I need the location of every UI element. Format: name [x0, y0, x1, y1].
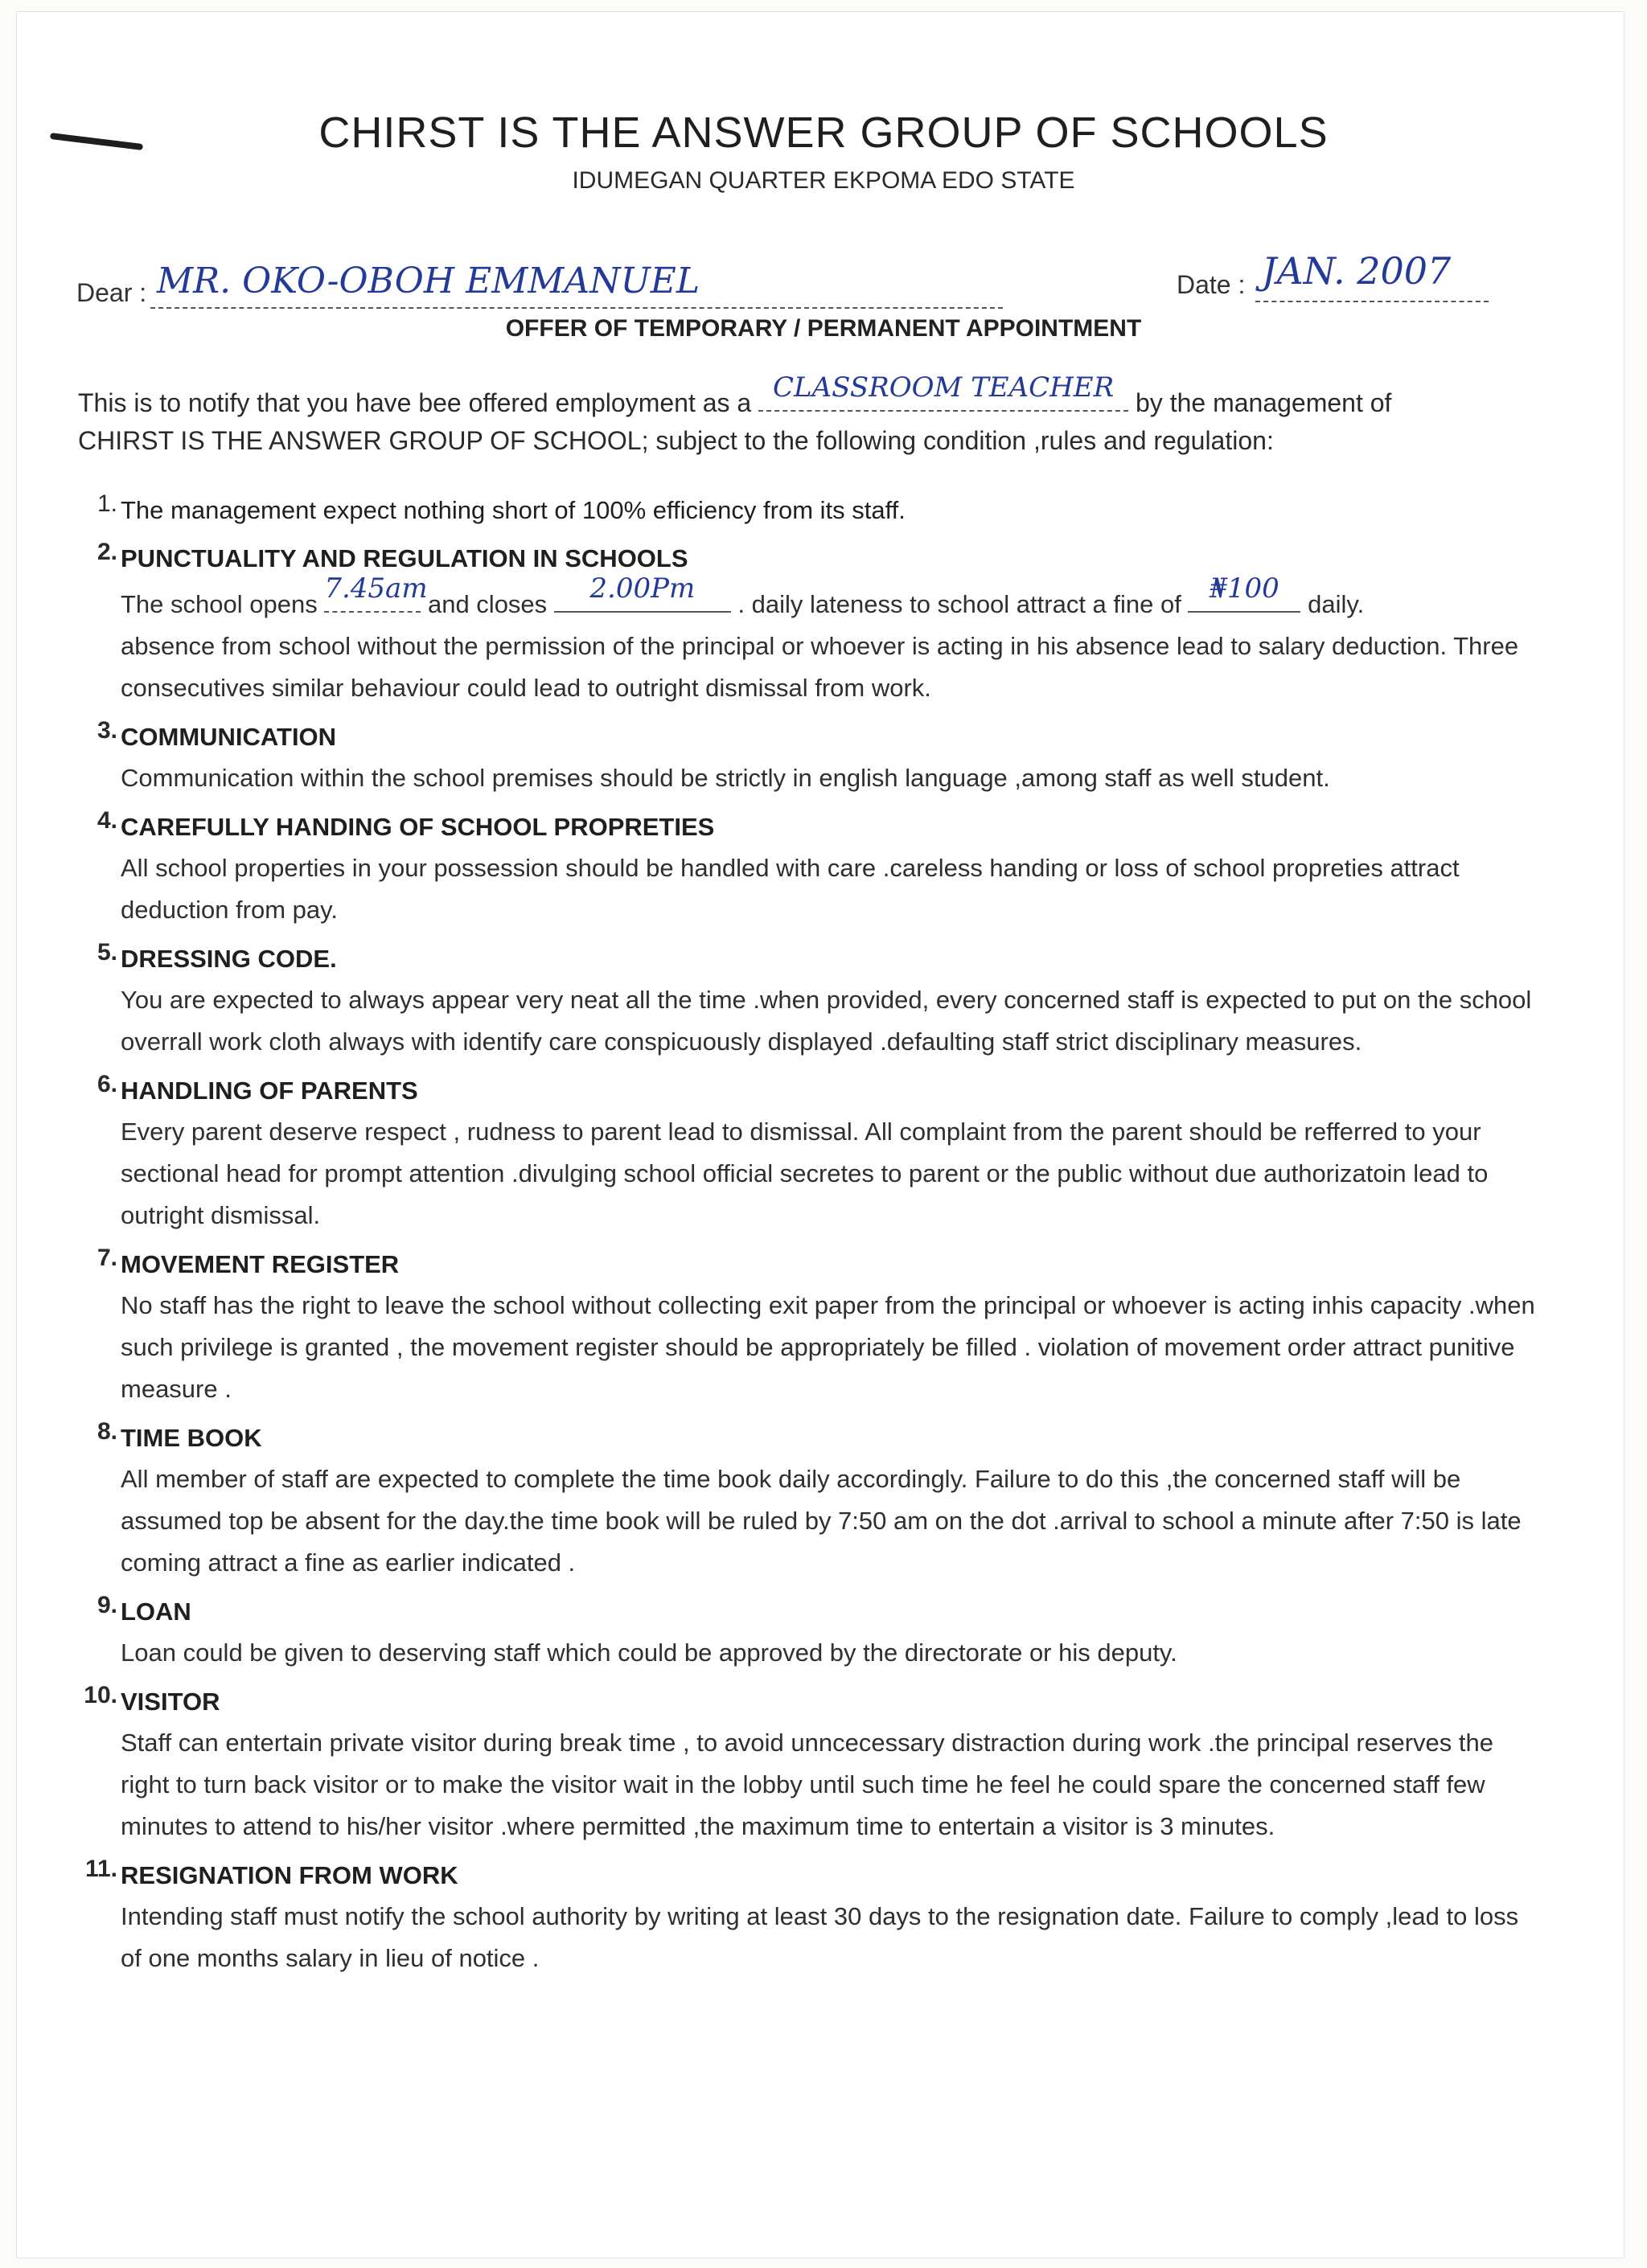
rule-heading: COMMUNICATION — [121, 723, 337, 751]
rule-heading: RESIGNATION FROM WORK — [121, 1861, 458, 1889]
rule-number: 3. — [97, 717, 117, 744]
rule-body: Staff can entertain private visitor during break time , to avoid unncecessary distraction during work .the principal reserves the right to turn back visitor or to make the visitor wait in the lobby until such time he feel he could spare the concerned staff few minutes to attend to his/her visitor .where permitted ,the maximum time to entertain a visitor is 3 minutes. — [121, 1729, 1493, 1840]
rule-heading: DRESSING CODE. — [121, 945, 337, 973]
rule-number: 8. — [97, 1418, 117, 1445]
rule-body: Intending staff must notify the school authority by writing at least 30 days to the resignation date. Failure to comply ,lead to loss of one months salary in lieu of notice . — [121, 1902, 1519, 1972]
closes-time-handwritten: 2.00Pm — [589, 572, 696, 605]
rule-heading: HANDLING OF PARENTS — [121, 1077, 418, 1105]
opens-label: The school opens — [121, 590, 318, 618]
rule-item — [84, 1856, 1536, 1979]
rule-number: 4. — [97, 807, 117, 834]
letter-heading: OFFER OF TEMPORARY / PERMANENT APPOINTMENT — [505, 315, 1142, 342]
rules-list — [84, 490, 1536, 1987]
rule-heading: TIME BOOK — [121, 1424, 262, 1452]
intro-line-2: CHIRST IS THE ANSWER GROUP OF SCHOOL; subject to the following condition ,rules and regulation: — [78, 426, 1274, 455]
rule-item — [97, 1071, 1536, 1237]
rule-body: absence from school without the permission of the principal or whoever is acting in his absence lead to salary deduction. Three consecutives similar behaviour could lead to outright dismissal from work. — [121, 632, 1519, 702]
closes-time-field — [554, 572, 731, 613]
rule-number: 1. — [97, 490, 117, 517]
school-address: IDUMEGAN QUARTER EKPOMA EDO STATE — [572, 167, 1075, 194]
opens-time-handwritten: 7.45am — [324, 572, 428, 605]
fine-label: . daily lateness to school attract a fine of — [737, 590, 1181, 618]
date-label: Date : — [1177, 270, 1246, 299]
fine-amount-handwritten: ₦100 — [1210, 572, 1279, 605]
rule-item — [97, 717, 1536, 799]
rule-number: 2. — [97, 539, 117, 565]
rule-body: All member of staff are expected to complete the time book daily accordingly. Failure to do this ,the concerned staff will be assumed top be absent for the day.the time book will be ruled by 7:50 am on the dot .arrival to school a minute after 7:50 is late coming attract a fine as earlier indicated . — [121, 1465, 1522, 1577]
recipient-name-handwritten: MR. OKO-OBOH EMMANUEL — [157, 260, 700, 301]
rule-item — [97, 1245, 1536, 1410]
punctuality-line — [121, 572, 1536, 625]
closes-label: and closes — [427, 590, 548, 618]
rule-number: 7. — [97, 1245, 117, 1271]
rule-body: Communication within the school premises should be strictly in english language ,among staff as well student. — [121, 764, 1330, 792]
intro-paragraph — [78, 371, 1509, 461]
rule-body: You are expected to always appear very neat all the time .when provided, every concerned staff is expected to put on the school overrall work cloth always with identify care conspicuously displayed .defaulting staff strict disciplinary measures. — [121, 986, 1532, 1056]
rule-item — [97, 1592, 1536, 1674]
dear-label: Dear : — [76, 278, 147, 307]
date-handwritten: JAN. 2007 — [1262, 249, 1452, 293]
rule-number: 9. — [97, 1592, 117, 1618]
rule-item — [97, 1418, 1536, 1584]
fine-amount-field — [1188, 572, 1300, 613]
position-handwritten: CLASSROOM TEACHER — [772, 371, 1115, 404]
rule-item — [97, 539, 1536, 709]
fine-suffix: daily. — [1308, 590, 1365, 618]
rule-item — [97, 490, 1536, 531]
recipient-row — [76, 249, 1572, 314]
rule-heading: LOAN — [121, 1597, 191, 1626]
opens-time-field — [324, 572, 428, 613]
intro-line-1 — [78, 371, 1509, 420]
rule-heading: VISITOR — [121, 1688, 220, 1716]
rule-heading: PUNCTUALITY AND REGULATION IN SCHOOLS — [121, 544, 688, 572]
rule-item — [97, 939, 1536, 1063]
rule-body: All school properties in your possession should be handled with care .careless handing or loss of school propreties attract deduction from pay. — [121, 854, 1460, 924]
rule-item — [84, 1682, 1536, 1848]
rule-item — [97, 807, 1536, 931]
rule-number: 5. — [97, 939, 117, 966]
school-name-title: CHIRST IS THE ANSWER GROUP OF SCHOOLS — [318, 109, 1329, 157]
position-field — [758, 371, 1128, 412]
rule-text: The management expect nothing short of 100% efficiency from its staff. — [121, 496, 906, 524]
rule-body: No staff has the right to leave the school without collecting exit paper from the principal or whoever is acting inhis capacity .when such privilege is granted , the movement register should be appropriately be filled . violation of movement order attract punitive measure . — [121, 1291, 1535, 1403]
rule-number: 11. — [84, 1856, 117, 1882]
rule-number: 10. — [84, 1682, 117, 1708]
rule-body: Every parent deserve respect , rudness to parent lead to dismissal. All complaint from the parent should be refferred to your sectional head for prompt attention .divulging school official secretes to parent or the public without due authorizatoin lead to outright dismissal. — [121, 1118, 1489, 1229]
rule-heading: CAREFULLY HANDING OF SCHOOL PROPRETIES — [121, 813, 715, 841]
rule-heading: MOVEMENT REGISTER — [121, 1250, 400, 1278]
intro-text-before: This is to notify that you have bee offered employment as a — [78, 388, 752, 417]
intro-text-after: by the management of — [1136, 388, 1392, 417]
rule-number: 6. — [97, 1071, 117, 1097]
rule-body: Loan could be given to deserving staff which could be approved by the directorate or his deputy. — [121, 1638, 1177, 1667]
